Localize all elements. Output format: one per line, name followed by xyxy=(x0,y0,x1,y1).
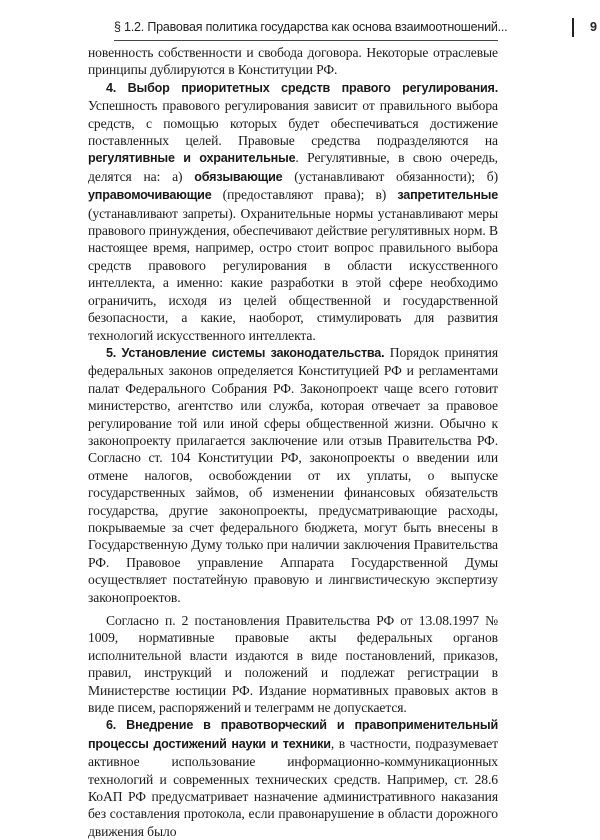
bold-run: 4. Выбор приоритетных средств правого регулирования. xyxy=(106,80,498,95)
header-title: § 1.2. Правовая политика государства как основа взаимоотношений... xyxy=(114,20,508,34)
page-number: 9 xyxy=(590,20,597,34)
paragraph xyxy=(88,612,498,716)
text-run: . Регулятивные, в свою очередь, делятся на: а) xyxy=(88,150,498,184)
body-text xyxy=(88,44,498,840)
header-separator xyxy=(572,18,574,37)
bold-run: 5. Установление системы законодательства. xyxy=(106,345,385,360)
text-run: , в частности, подразумевает активное использование информационно-коммуникационных технологий и современных технических средств. Например, ст. 28.6 КоАП РФ предусматривает назначение административного наказания без составления протокола, если правонарушение в области дорожного движения было xyxy=(88,735,498,839)
bold-run: управомочивающие xyxy=(88,188,212,203)
text-run: Успешность правового регулирования зависит от правильного выбора средств, с помощью которых будет обеспечиваться достижение поставленных целей. Правовые средства подразделяются на xyxy=(88,98,498,149)
bold-run: 6. Внедрение в правотворческий и правоприменительный процессы достижений науки и техники xyxy=(88,718,498,751)
header-rule xyxy=(114,40,498,41)
text-run: (предоставляют права); в) xyxy=(211,187,398,203)
text-run: новенность собственности и свобода договора. Некоторые отраслевые принципы дублируются в Конституции РФ. xyxy=(88,45,498,78)
bold-run: обязывающие xyxy=(194,169,283,184)
text-run: (устанавливают запреты). Охранительные нормы устанавливают меры правового принуждения, обеспечивают действие регулятивных норм. В настоящее время, например, остро стоит вопрос правильного выбора средств правового регулирования в области искусственного интеллекта, а именно: какие разработки в этой сфере необходимо ограничить, исходя из целей общественной и государственной безопасности, а какие, наоборот, стимулировать для развития технологий искусственного интеллекта. xyxy=(88,205,498,343)
paragraph xyxy=(88,344,498,606)
bold-run: запретительные xyxy=(397,188,498,203)
text-run: Порядок принятия федеральных законов определяется Конституцией РФ и регламентами палат Федерального Собрания РФ. Законопроект чаще всего готовит министерство, агентство или служба, которая отвечает за правовое регулирование той или иной сферы общественной жизни. Обычно к законопроекту прилагается заключение или отзыв Правительства РФ. Согласно ст. 104 Конституции РФ, законопроекты о введении или отмене налогов, освобождении от их уплаты, о выпуске государственных займов, об изменении финансовых обязательств государства, другие законопроекты, предусматривающие расходы, покрываемые за счет федерального бюджета, могут быть внесены в Государственную Думу только при наличии заключения Правительства РФ. Правовое управление Аппарата Государственной Думы осуществляет постатейную правовую и лингвистическую экспертизу законопроектов. xyxy=(88,344,499,605)
bold-run: регулятивные и охранительные xyxy=(88,151,296,166)
paragraph xyxy=(88,44,498,79)
paragraph xyxy=(88,79,498,344)
paragraph xyxy=(88,716,498,840)
text-run: Согласно п. 2 постановления Правительства РФ от 13.08.1997 № 1009, нормативные правовые акты федеральных органов исполнительной власти издаются в виде постановлений, приказов, правил, инструкций и положений и подлежат регистрации в Министерстве юстиции РФ. Издание нормативных правовых актов в виде писем, распоряжений и телеграмм не допускается. xyxy=(88,613,498,716)
running-header xyxy=(106,16,597,38)
text-run: (устанавливают обязанности); б) xyxy=(282,168,498,184)
